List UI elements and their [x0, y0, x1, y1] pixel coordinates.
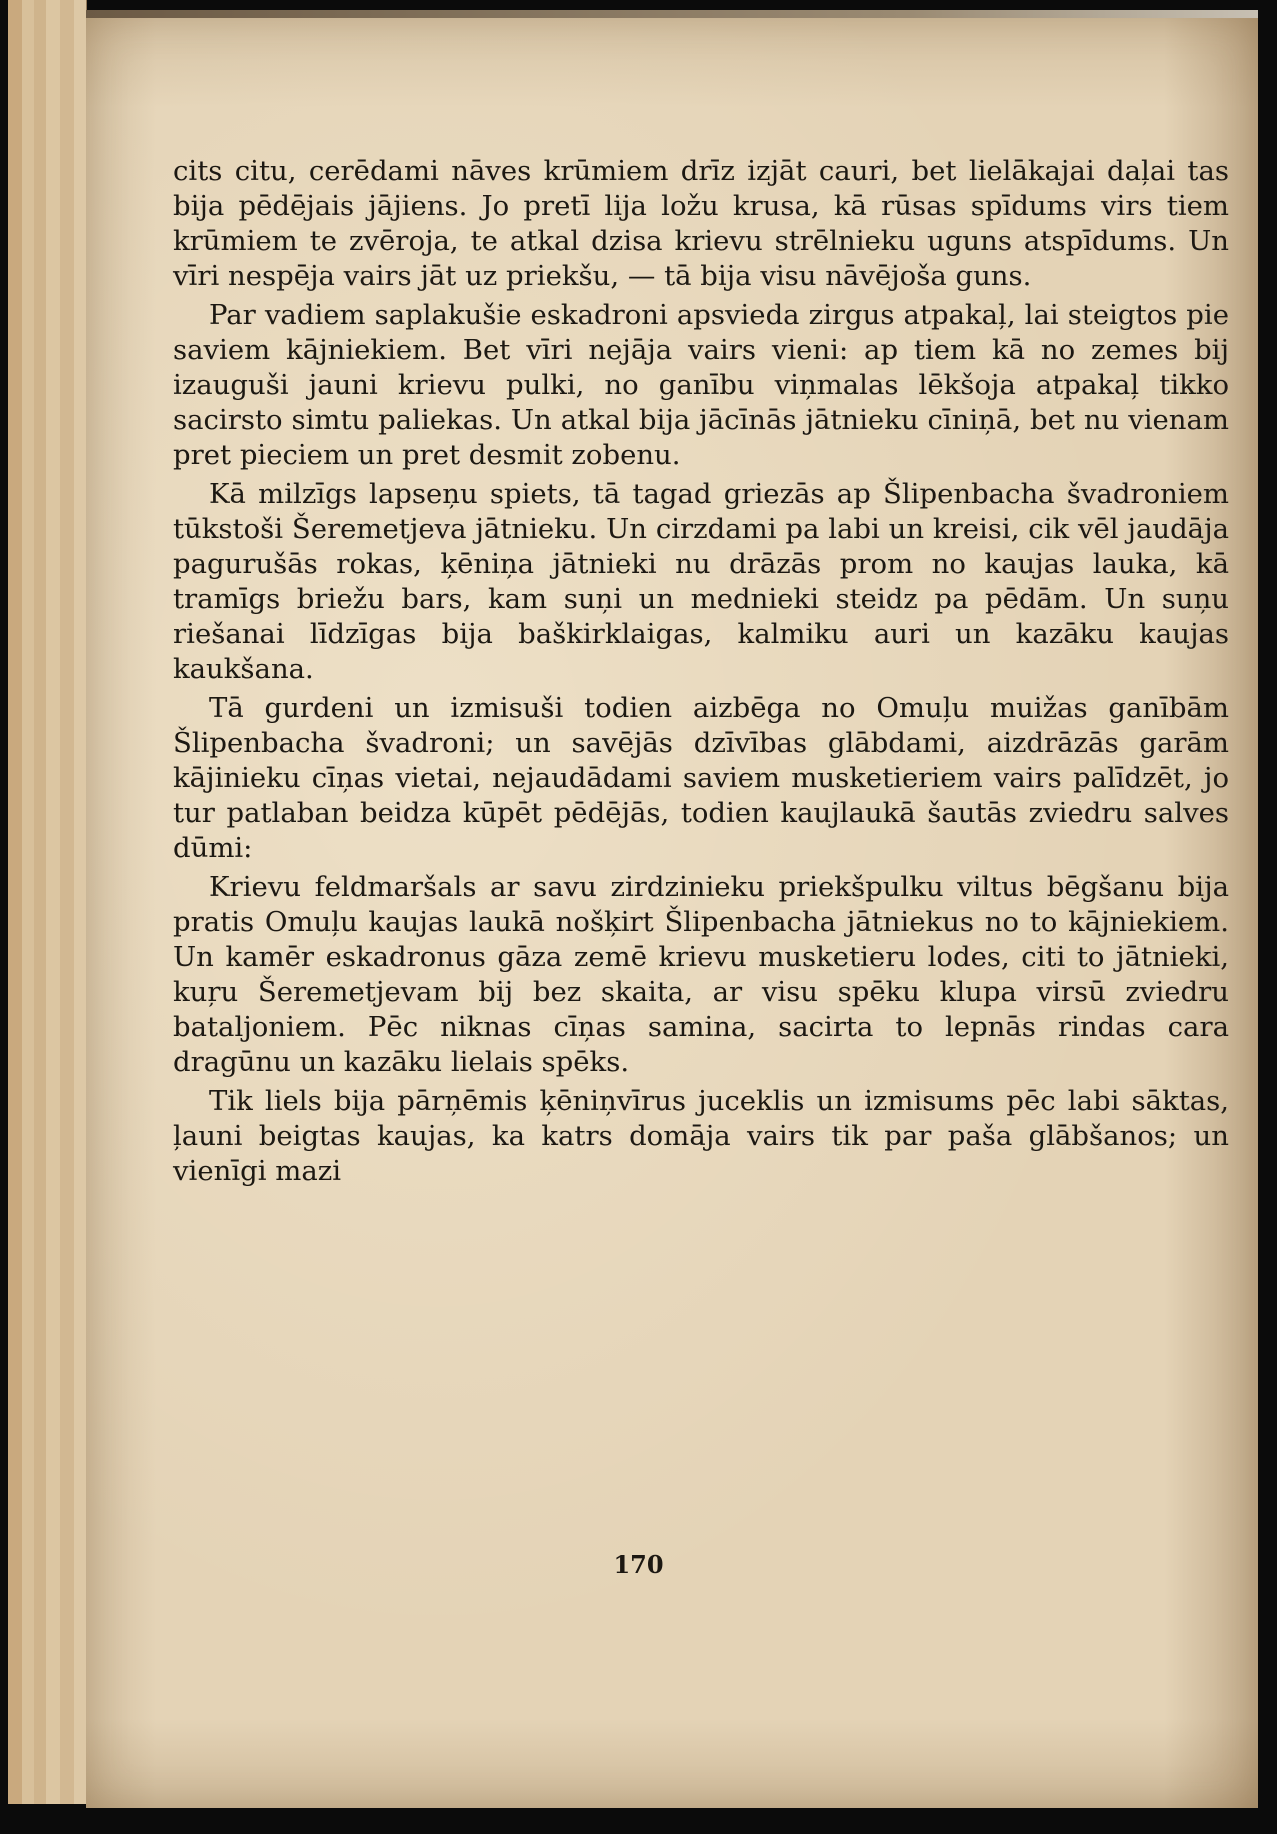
page-edge [8, 0, 23, 1804]
body-text [173, 154, 1229, 1193]
page-edge [46, 0, 61, 1804]
paragraph-6: Tik liels bija pārņēmis ķēniņvīrus juceklis un izmisums pēc labi sāktas, ļauni beigtas kaujas, ka katrs domāja vairs tik par paša glābšanos; un vienīgi mazi [173, 1085, 1229, 1187]
paragraph-1: cits citu, cerēdami nāves krūmiem drīz izjāt cauri, bet lielākajai daļai tas bija pēdējais jājiens. Jo pretī lija ložu krusa, kā rūsas spīdums virs tiem krūmiem te zvēroja, te atkal dzisa krievu strēlnieku uguns atspīdums. Un vīri nespēja vairs jāt uz priekšu, — tā bija visu nāvējoša guns. [173, 155, 1229, 292]
paragraph-2: Par vadiem saplakušie eskadroni apsvieda zirgus atpakaļ, lai steigtos pie saviem kājniekiem. Bet vīri nejāja vairs vieni: ap tiem kā no zemes bij izauguši jauni krievu pulki, no ganību viņmalas lēkšoja atpakaļ tikko sacirsto simtu paliekas. Un atkal bija jācīnās jātnieku cīniņā, bet nu vienam pret pieciem un pret desmit zobenu. [173, 299, 1229, 471]
paragraph-4: Tā gurdeni un izmisuši todien aizbēga no Omuļu muižas ganībām Šlipenbacha švadroni; un savējās dzīvības glābdami, aizdrāzās garām kājinieku cīņas vietai, nejaudādami saviem musketieriem vairs palīdzēt, jo tur patlaban beidza kūpēt pēdējās, todien kaujlaukā šautās zviedru salves dūmi: [173, 692, 1229, 864]
paragraph-5: Krievu feldmaršals ar savu zirdzinieku priekšpulku viltus bēgšanu bija pratis Omuļu kaujas laukā nošķirt Šlipenbacha jātniekus no to kājniekiem. Un kamēr eskadronus gāza zemē krievu musketieru lodes, citi to jātnieki, kuŗu Šeremetjevam bij bez skaita, ar visu spēku klupa virsū zviedru bataljoniem. Pēc niknas cīņas samina, sacirta to lepnās rindas cara dragūnu un kazāku lielais spēks. [173, 871, 1229, 1078]
page-edge [60, 0, 75, 1804]
paragraph-3: Kā milzīgs lapseņu spiets, tā tagad griezās ap Šlipenbacha švadroniem tūkstoši Šeremetjeva jātnieku. Un cirzdami pa labi un kreisi, cik vēl jaudāja pagurušās rokas, ķēniņa jātnieki nu drāzās prom no kaujas lauka, kā tramīgs briežu bars, kam suņi un mednieki steidz pa pēdām. Un suņu riešanai līdzīgas bija baškirklaigas, kalmiku auri un kazāku kaujas kaukšana. [173, 478, 1229, 685]
page-number: 170 [613, 1550, 664, 1579]
